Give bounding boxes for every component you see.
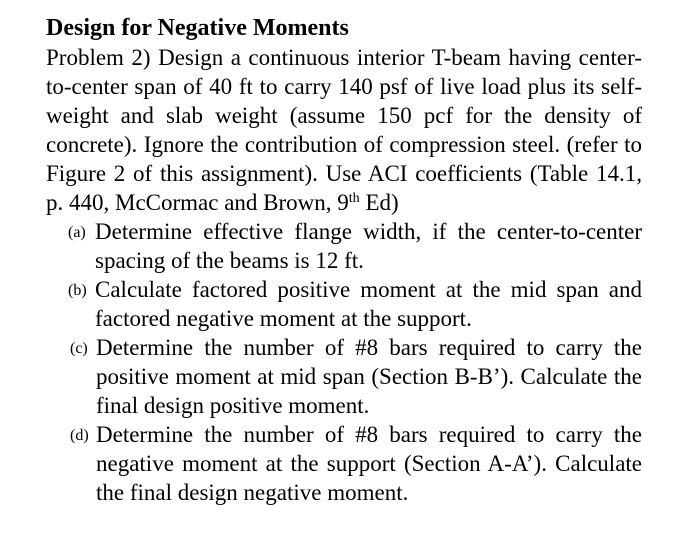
part-text: Determine effective flange width, if the center-to-center spacing of the beams is 12 ft.	[95, 219, 642, 273]
list-item	[46, 275, 642, 333]
problem-text-end: Ed)	[359, 190, 399, 215]
part-text: Determine the number of #8 bars required to carry the positive moment at mid span (Section B-B’). Calculate the final design positive moment.	[96, 335, 642, 418]
edition-superscript: th	[348, 191, 360, 206]
document-page	[46, 14, 642, 507]
problem-statement	[46, 43, 642, 217]
list-item	[46, 420, 642, 507]
part-marker: (d)	[70, 427, 89, 444]
list-item	[46, 217, 642, 275]
part-marker: (c)	[70, 340, 88, 357]
problem-text: Problem 2) Design a continuous interior T-beam having center-to-center span of 40 ft to carry 140 psf of live load plus its self-weight and slab weight (assume 150 pcf for the density of concrete). Ignore the contribution of compression steel. (refer to Figure 2 of this assignment). Use ACI coefficients (Table 14.1, p. 440, McCormac and Brown, 9	[46, 45, 642, 215]
part-marker: (b)	[68, 282, 87, 299]
part-marker: (a)	[68, 224, 86, 241]
section-title: Design for Negative Moments	[46, 15, 349, 41]
part-text: Calculate factored positive moment at the mid span and factored negative moment at the support.	[95, 277, 642, 331]
list-item	[46, 333, 642, 420]
problem-parts-list	[46, 217, 642, 507]
part-text: Determine the number of #8 bars required to carry the negative moment at the support (Section A-A’). Calculate the final design negative moment.	[96, 422, 642, 505]
